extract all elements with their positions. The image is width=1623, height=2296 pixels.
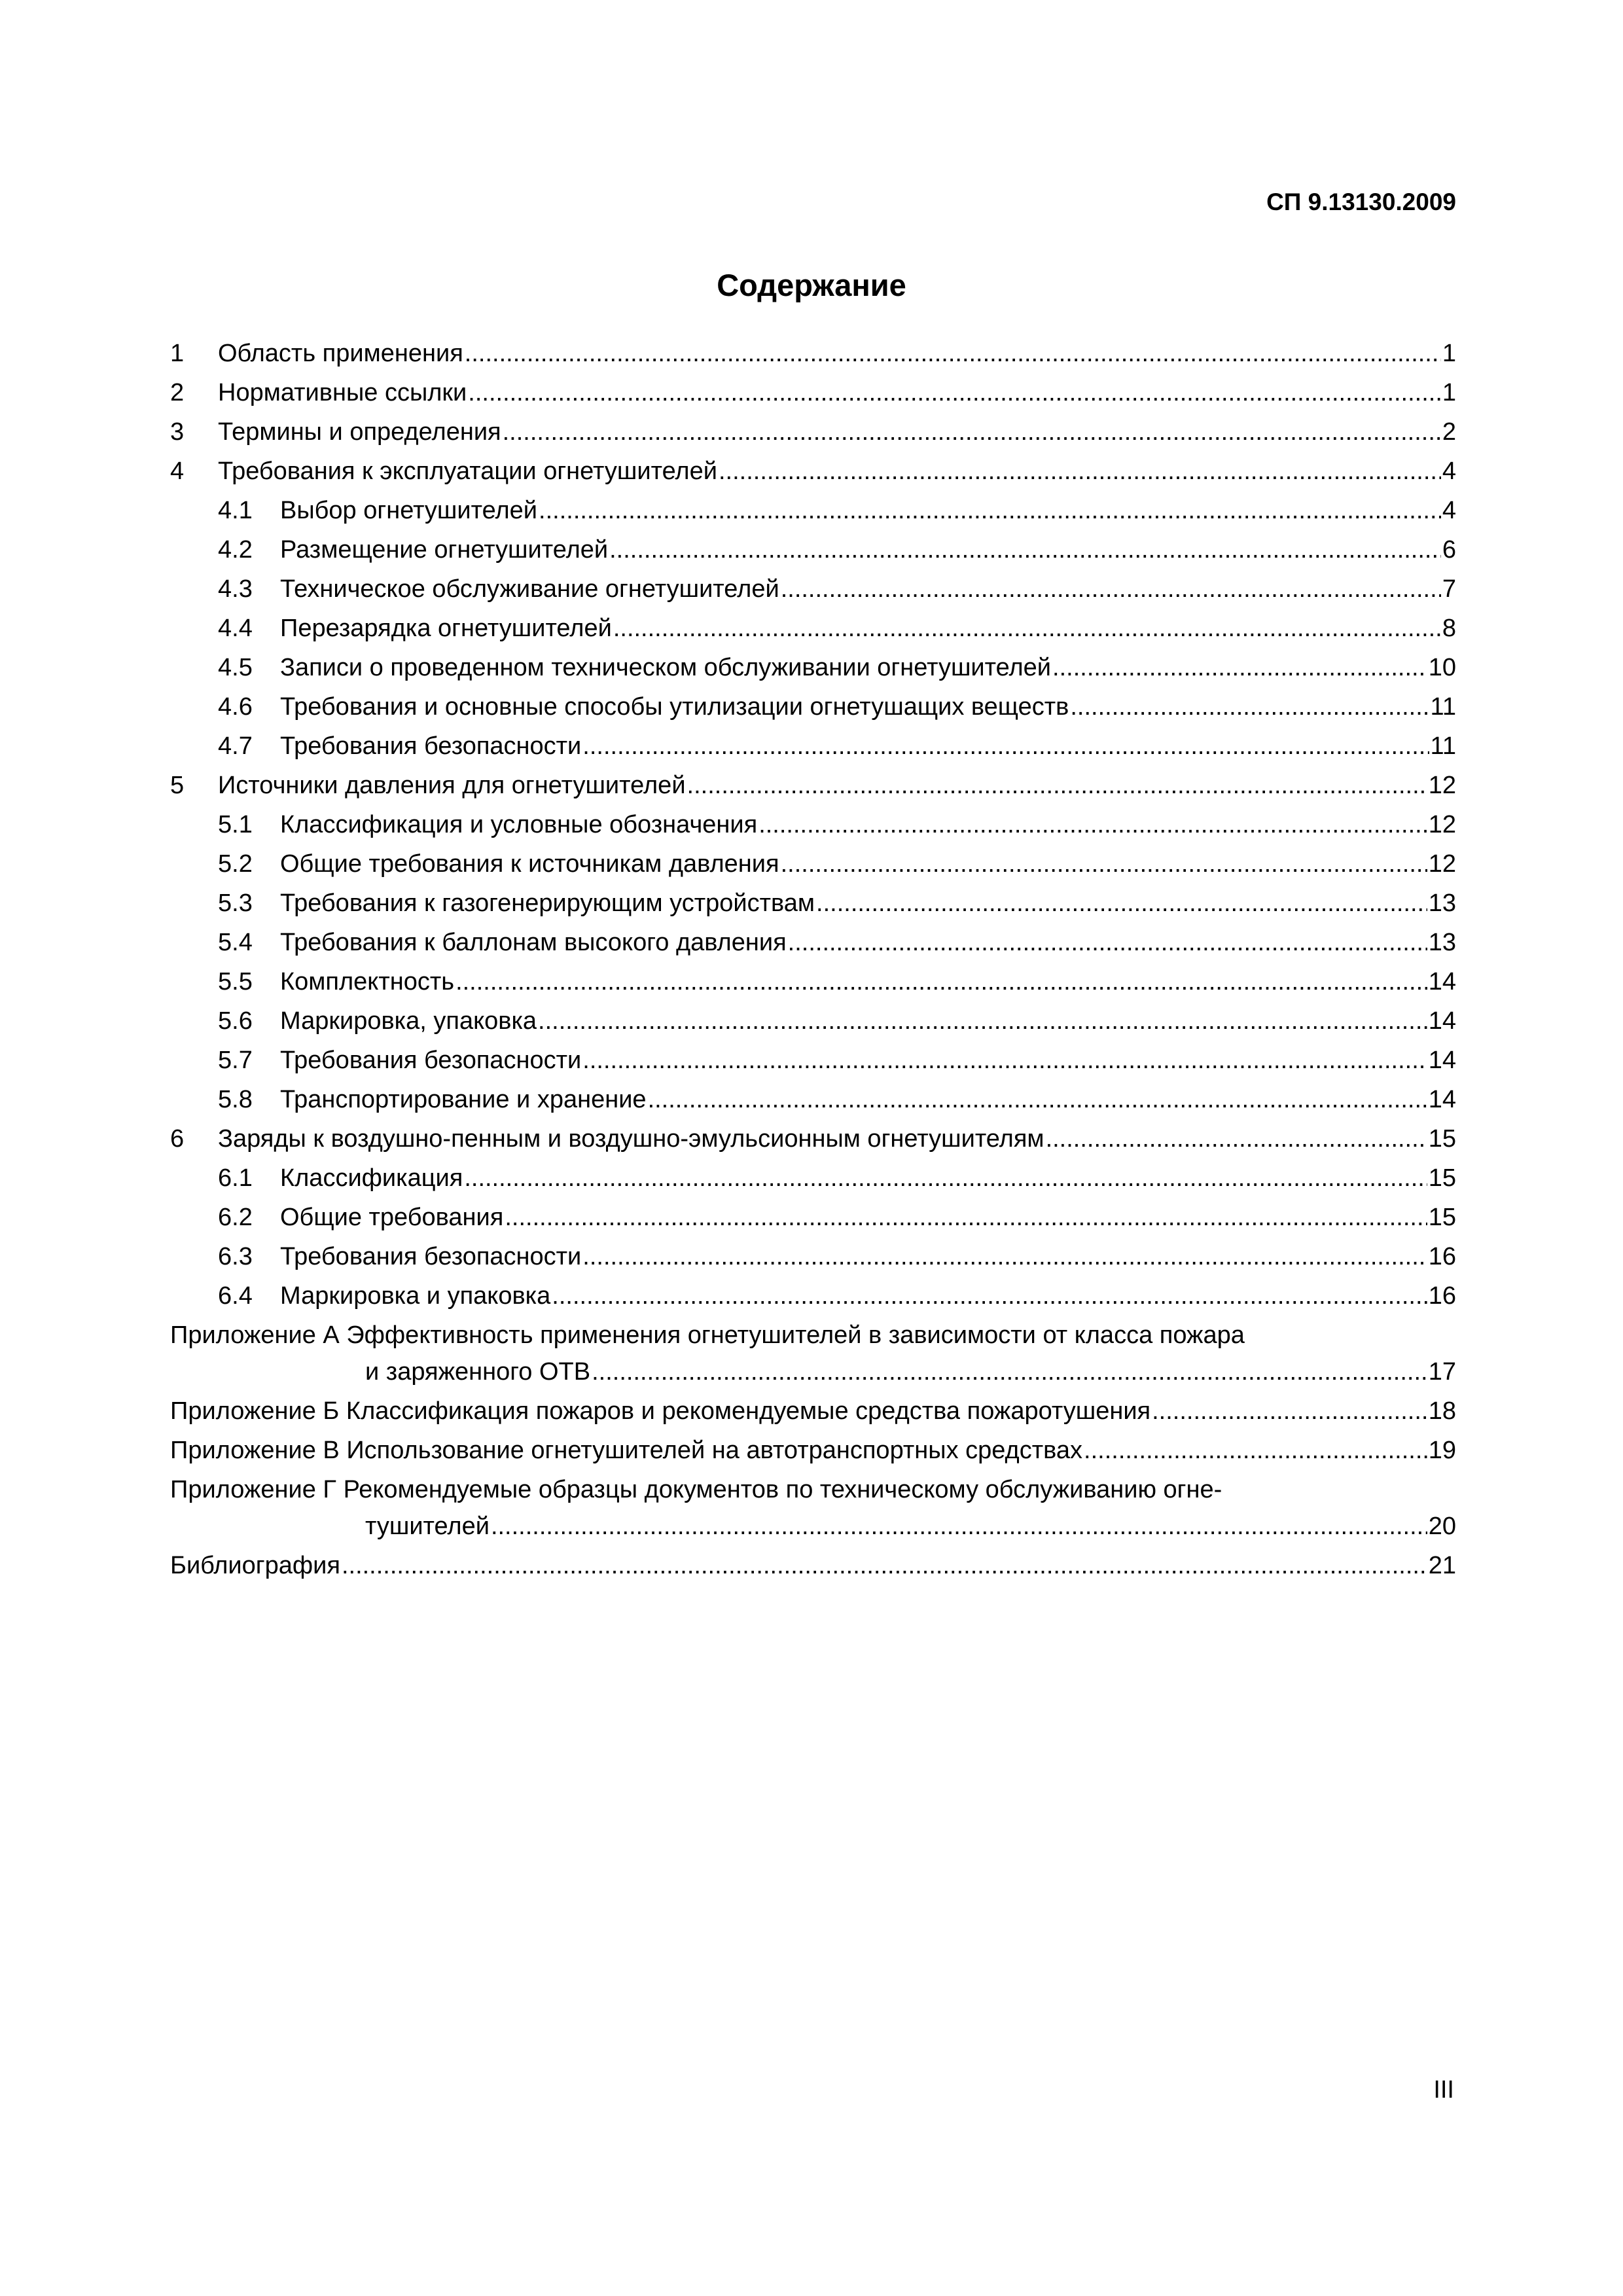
toc-entry-title: Перезарядка огнетушителей <box>280 615 612 642</box>
document-code: СП 9.13130.2009 <box>1266 188 1456 215</box>
toc-page-number: 21 <box>1428 1552 1456 1579</box>
toc-page-number: 10 <box>1428 654 1456 681</box>
toc-leader-dots <box>1052 648 1427 687</box>
toc-bibliography[interactable] <box>170 1546 1456 1585</box>
toc-entry-number: 2 <box>170 379 185 406</box>
toc-entry-number: 3 <box>170 418 185 446</box>
toc-entry[interactable] <box>170 962 1456 1001</box>
toc-leader-dots <box>719 452 1441 491</box>
toc-leader-dots <box>582 1237 1427 1276</box>
toc-entry-number: 5.3 <box>218 889 253 917</box>
toc-entry-title: Классификация <box>280 1164 463 1192</box>
toc-entry[interactable] <box>170 648 1456 687</box>
toc-leader-dots <box>1070 687 1429 726</box>
toc-appendix-a-line1: Приложение А Эффективность применения огнетушителей в зависимости от класса пожара <box>170 1321 1245 1349</box>
toc-page-number: 16 <box>1428 1282 1456 1310</box>
toc-entries <box>170 334 1456 1316</box>
toc-page-number: 12 <box>1428 811 1456 838</box>
toc-leader-dots <box>468 373 1441 412</box>
toc-entry-number: 5 <box>170 772 185 799</box>
toc-page-number: 8 <box>1442 615 1456 642</box>
toc-leader-dots <box>505 1198 1427 1237</box>
toc-entry[interactable] <box>170 609 1456 648</box>
toc-appendix-g-line2: тушителей <box>365 1513 490 1540</box>
toc-page-number: 14 <box>1428 1047 1456 1074</box>
toc-entry-title: Нормативные ссылки <box>218 379 467 406</box>
toc-page-number: 1 <box>1442 379 1456 406</box>
toc-entry-title: Область применения <box>218 340 463 367</box>
page-number: III <box>1433 2076 1454 2104</box>
toc-entry[interactable] <box>170 334 1456 373</box>
toc-entry-number: 5.7 <box>218 1047 253 1074</box>
toc-bibliography-title: Библиография <box>170 1552 340 1579</box>
toc-appendix-b[interactable] <box>170 1391 1456 1431</box>
toc-entry-title: Записи о проведенном техническом обслуживании огнетушителей <box>280 654 1052 681</box>
toc-entry-title: Маркировка и упаковка <box>280 1282 551 1310</box>
table-of-contents <box>170 334 1456 1585</box>
toc-leader-dots <box>758 805 1427 844</box>
toc-leader-dots <box>491 1507 1427 1546</box>
toc-appendix-v[interactable] <box>170 1431 1456 1470</box>
toc-page-number: 12 <box>1428 772 1456 799</box>
toc-entry-number: 6.3 <box>218 1243 253 1270</box>
toc-page-number: 7 <box>1442 575 1456 603</box>
toc-leader-dots <box>465 334 1441 373</box>
toc-entry-number: 4.2 <box>218 536 253 564</box>
toc-page-number: 2 <box>1442 418 1456 446</box>
toc-entry-number: 4 <box>170 457 185 485</box>
toc-entry[interactable] <box>170 805 1456 844</box>
toc-entry-number: 6.1 <box>218 1164 253 1192</box>
toc-leader-dots <box>609 530 1441 569</box>
toc-entry[interactable] <box>170 373 1456 412</box>
toc-entry[interactable] <box>170 884 1456 923</box>
toc-page-number: 14 <box>1428 1086 1456 1113</box>
toc-entry-title: Общие требования к источникам давления <box>280 850 779 878</box>
toc-title: Содержание <box>717 268 906 302</box>
toc-leader-dots <box>1084 1431 1427 1470</box>
toc-entry[interactable] <box>170 766 1456 805</box>
toc-entry-title: Техническое обслуживание огнетушителей <box>280 575 779 603</box>
toc-leader-dots <box>781 844 1427 884</box>
toc-entry[interactable] <box>170 1158 1456 1198</box>
toc-entry-number: 4.4 <box>218 615 253 642</box>
toc-appendix-b-title: Приложение Б Классификация пожаров и рекомендуемые средства пожаротушения <box>170 1397 1151 1425</box>
toc-appendix-a-line2: и заряженного ОТВ <box>365 1358 591 1386</box>
toc-page-number: 14 <box>1428 1007 1456 1035</box>
toc-page-number: 20 <box>1428 1513 1456 1540</box>
toc-entry[interactable] <box>170 844 1456 884</box>
toc-leader-dots <box>592 1352 1427 1391</box>
toc-entry-title: Классификация и условные обозначения <box>280 811 758 838</box>
toc-entry-title: Требования к баллонам высокого давления <box>280 929 787 956</box>
toc-entry-number: 4.6 <box>218 693 253 721</box>
toc-entry-title: Источники давления для огнетушителей <box>218 772 686 799</box>
toc-entry[interactable] <box>170 726 1456 766</box>
toc-entry[interactable] <box>170 452 1456 491</box>
toc-entry-number: 6.2 <box>218 1204 253 1231</box>
toc-entry-title: Требования к газогенерирующим устройствам <box>280 889 815 917</box>
toc-entry[interactable] <box>170 1119 1456 1158</box>
toc-page-number: 11 <box>1430 693 1456 721</box>
toc-entry-number: 5.2 <box>218 850 253 878</box>
toc-entry-title: Требования безопасности <box>280 1243 582 1270</box>
toc-entry-title: Комплектность <box>280 968 455 996</box>
toc-page-number: 16 <box>1428 1243 1456 1270</box>
toc-page-number: 15 <box>1428 1125 1456 1153</box>
toc-page-number: 4 <box>1442 457 1456 485</box>
toc-entry[interactable] <box>170 1198 1456 1237</box>
toc-appendix-v-title: Приложение В Использование огнетушителей на автотранспортных средствах <box>170 1437 1083 1464</box>
toc-leader-dots <box>613 609 1441 648</box>
toc-appendix-g[interactable] <box>170 1470 1456 1546</box>
toc-entry-number: 5.1 <box>218 811 253 838</box>
toc-entry[interactable] <box>170 923 1456 962</box>
toc-entry[interactable] <box>170 1237 1456 1276</box>
toc-entry-number: 1 <box>170 340 185 367</box>
toc-page-number: 13 <box>1428 929 1456 956</box>
toc-page-number: 6 <box>1442 536 1456 564</box>
toc-leader-dots <box>538 1001 1427 1041</box>
toc-leader-dots <box>1152 1391 1427 1431</box>
toc-entry-title: Требования и основные способы утилизации огнетушащих веществ <box>280 693 1069 721</box>
toc-entry[interactable] <box>170 530 1456 569</box>
toc-leader-dots <box>816 884 1427 923</box>
toc-entry[interactable] <box>170 412 1456 452</box>
toc-leader-dots <box>582 726 1429 766</box>
toc-page-number: 18 <box>1428 1397 1456 1425</box>
toc-entry-number: 5.6 <box>218 1007 253 1035</box>
toc-entry-title: Размещение огнетушителей <box>280 536 609 564</box>
toc-entry[interactable] <box>170 569 1456 609</box>
toc-page-number: 15 <box>1428 1204 1456 1231</box>
toc-leader-dots <box>582 1041 1427 1080</box>
toc-appendix-g-line1: Приложение Г Рекомендуемые образцы документов по техническому обслуживанию огне- <box>170 1476 1222 1503</box>
toc-entry-title: Маркировка, упаковка <box>280 1007 537 1035</box>
toc-entry-title: Выбор огнетушителей <box>280 497 538 524</box>
toc-entry-title: Требования к эксплуатации огнетушителей <box>218 457 717 485</box>
toc-entry-number: 6 <box>170 1125 185 1153</box>
toc-page-number: 12 <box>1428 850 1456 878</box>
toc-entry-title: Требования безопасности <box>280 1047 582 1074</box>
toc-entry-number: 4.5 <box>218 654 253 681</box>
toc-entry-number: 5.5 <box>218 968 253 996</box>
toc-leader-dots <box>539 491 1441 530</box>
toc-leader-dots <box>687 766 1427 805</box>
toc-page-number: 4 <box>1442 497 1456 524</box>
toc-page-number: 14 <box>1428 968 1456 996</box>
toc-entry[interactable] <box>170 1276 1456 1316</box>
toc-entry-title: Требования безопасности <box>280 732 582 760</box>
toc-leader-dots <box>552 1276 1427 1316</box>
toc-leader-dots <box>781 569 1441 609</box>
toc-leader-dots <box>503 412 1441 452</box>
toc-entry[interactable] <box>170 1080 1456 1119</box>
toc-entry-title: Транспортирование и хранение <box>280 1086 647 1113</box>
toc-leader-dots <box>648 1080 1427 1119</box>
toc-page-number: 1 <box>1442 340 1456 367</box>
toc-entry-number: 5.4 <box>218 929 253 956</box>
toc-page-number: 17 <box>1428 1358 1456 1386</box>
toc-page-number: 13 <box>1428 889 1456 917</box>
toc-page-number: 15 <box>1428 1164 1456 1192</box>
toc-leader-dots <box>342 1546 1427 1585</box>
toc-leader-dots <box>788 923 1427 962</box>
toc-entry-number: 4.7 <box>218 732 253 760</box>
toc-entry-title: Общие требования <box>280 1204 504 1231</box>
toc-entry-number: 5.8 <box>218 1086 253 1113</box>
toc-entry-number: 4.1 <box>218 497 253 524</box>
toc-leader-dots <box>455 962 1427 1001</box>
toc-entry-number: 4.3 <box>218 575 253 603</box>
toc-entry[interactable] <box>170 491 1456 530</box>
toc-leader-dots <box>464 1158 1427 1198</box>
toc-page-number: 19 <box>1428 1437 1456 1464</box>
toc-entry[interactable] <box>170 687 1456 726</box>
toc-entry[interactable] <box>170 1001 1456 1041</box>
toc-entry-title: Заряды к воздушно-пенным и воздушно-эмульсионным огнетушителям <box>218 1125 1044 1153</box>
toc-leader-dots <box>1046 1119 1427 1158</box>
toc-appendix-a[interactable] <box>170 1316 1456 1391</box>
toc-entry-title: Термины и определения <box>218 418 501 446</box>
toc-entry[interactable] <box>170 1041 1456 1080</box>
toc-entry-number: 6.4 <box>218 1282 253 1310</box>
toc-page-number: 11 <box>1430 732 1456 760</box>
